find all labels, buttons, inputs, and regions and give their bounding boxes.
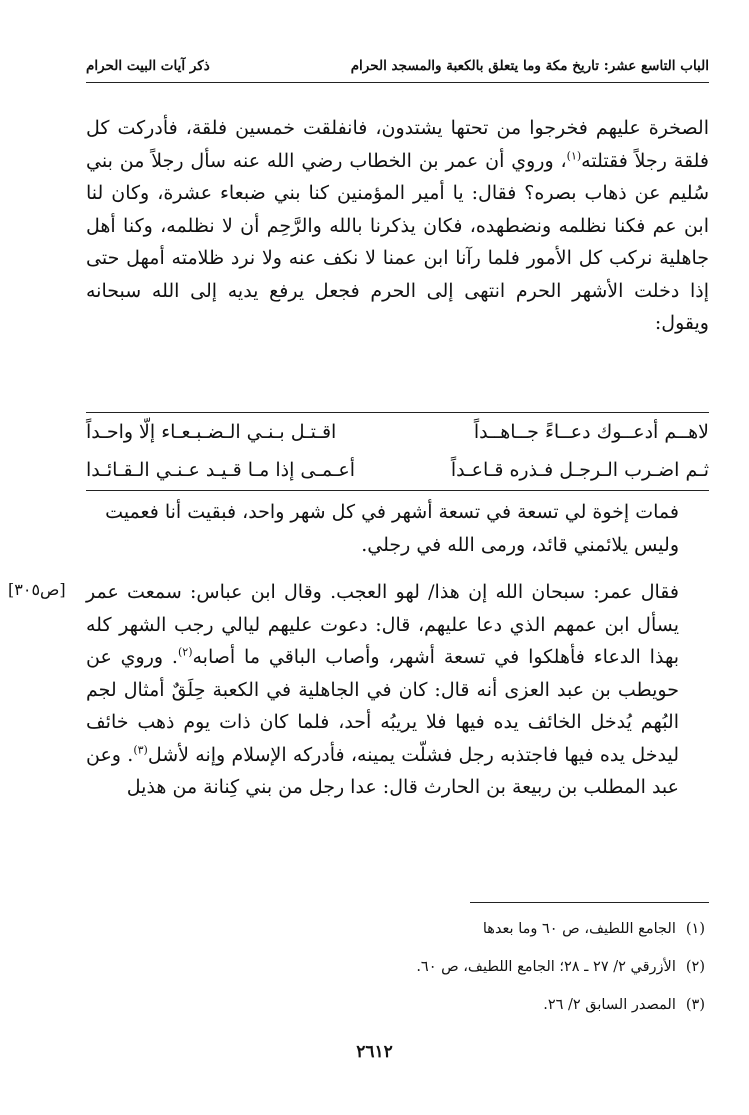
paragraph-3-text-b: . وروي عن حويطب بن عبد العزى أنه قال: كان في الجاهلية في الكعبة حِلَقٌ أمثال لجم البُهم يُدخل الخائف يده فيها فلا يريبُه أحد، فلما كان ذات يوم ذهب خائف ليدخل يده فيها فاجتذبه رجل فشلّت يمينه، فأدركه الإسلام وإنه لأشل — [86, 646, 679, 766]
footnote-separator — [470, 902, 709, 903]
footnote-text: المصدر السابق ٢/ ٢٦. — [543, 997, 676, 1013]
paragraph-2 — [86, 496, 709, 561]
footnotes — [86, 910, 705, 1024]
paragraph-2-text: فمات إخوة لي تسعة في تسعة أشهر في كل شهر واحد، فبقيت أنا فعميت وليس يلائمني قائد، ورمى الله في رجلي. — [105, 501, 679, 556]
poem-bottom-rule — [86, 490, 709, 491]
poem-hemistich-second: أعـمـى إذا مـا قـيـد عـنـي الـقـائـدا — [86, 459, 355, 481]
footnote-item — [86, 910, 705, 948]
footnote-ref-2[interactable]: (٢) — [177, 645, 193, 659]
poem-line — [86, 451, 709, 489]
footnote-item — [86, 986, 705, 1024]
chapter-title: الباب التاسع عشر: تاريخ مكة وما يتعلق بالكعبة والمسجد الحرام — [350, 58, 709, 74]
poem-block — [86, 413, 709, 489]
footnote-text: الأزرقي ٢/ ٢٧ ـ ٢٨؛ الجامع اللطيف، ص ٦٠. — [416, 959, 676, 975]
footnote-ref-3[interactable]: (٣) — [133, 743, 148, 757]
footnote-text: الجامع اللطيف، ص ٦٠ وما بعدها — [482, 921, 676, 937]
paragraph-1-text-a: الصخرة عليهم فخرجوا من تحتها يشتدون، فانفلقت خمسين فلقة، فأدركت كل فلقة رجلاً فقتلته — [86, 117, 709, 172]
paragraph-3 — [86, 576, 709, 804]
footnote-number: (١) — [685, 921, 705, 937]
footnote-item — [86, 948, 705, 986]
poem-hemistich-first: ثـم اضـرب الـرجـل فـذره قـاعـداً — [450, 459, 709, 481]
footnote-number: (٢) — [685, 959, 705, 975]
poem-line — [86, 413, 709, 451]
paragraph-1 — [86, 112, 709, 340]
marginal-page-ref: [ص٣٠٥] — [8, 580, 66, 599]
paragraph-3-text-a: فقال عمر: سبحان الله إن هذا/ لهو العجب. وقال ابن عباس: سمعت عمر يسأل ابن عمهم الذي دعا عليهم، قال: دعوت عليهم ليالي رجب الشهر كله بهذا الدعاء فأهلكوا في تسعة أشهر، وأصاب الباقي ما أصابه — [86, 581, 679, 668]
poem-hemistich-first: لاهــم أدعــوك دعــاءً جــاهــداً — [473, 421, 709, 443]
footnote-number: (٣) — [685, 997, 705, 1013]
paragraph-3-text-c: . وعن عبد المطلب بن ربيعة بن الحارث قال: عدا رجل من بني كِنانة من هذيل — [86, 743, 679, 798]
paragraph-1-text-b: ، وروي أن عمر بن الخطاب رضي الله عنه سأل رجلاً من بني سُليم عن ذهاب بصره؟ فقال: يا أمير المؤمنين كنا بني ضبعاء عشرة، وكان لنا ابن عم فكنا نظلمه ونضطهده، فكان يذكرنا بالله والرَّحِم أن لا نظلمه، وكنا أهل جاهلية نركب كل الأمور فلما رآنا ابن عمنا لا نكف عنه ولا نرد ظلامته أمهل حتى إذا دخلت الأشهر الحرم انتهى إلى الحرم فجعل يرفع يديه إلى الله سبحانه ويقول: — [86, 149, 709, 334]
poem-hemistich-second: اقـتـل بـنـي الـضـبـعـاء إلّا واحـداً — [86, 421, 337, 443]
page-number: ٢٦١٢ — [356, 1042, 393, 1062]
running-header — [86, 50, 709, 83]
footnote-ref-1[interactable]: (١) — [566, 149, 582, 163]
section-title: ذكر آيات البيت الحرام — [86, 58, 210, 74]
